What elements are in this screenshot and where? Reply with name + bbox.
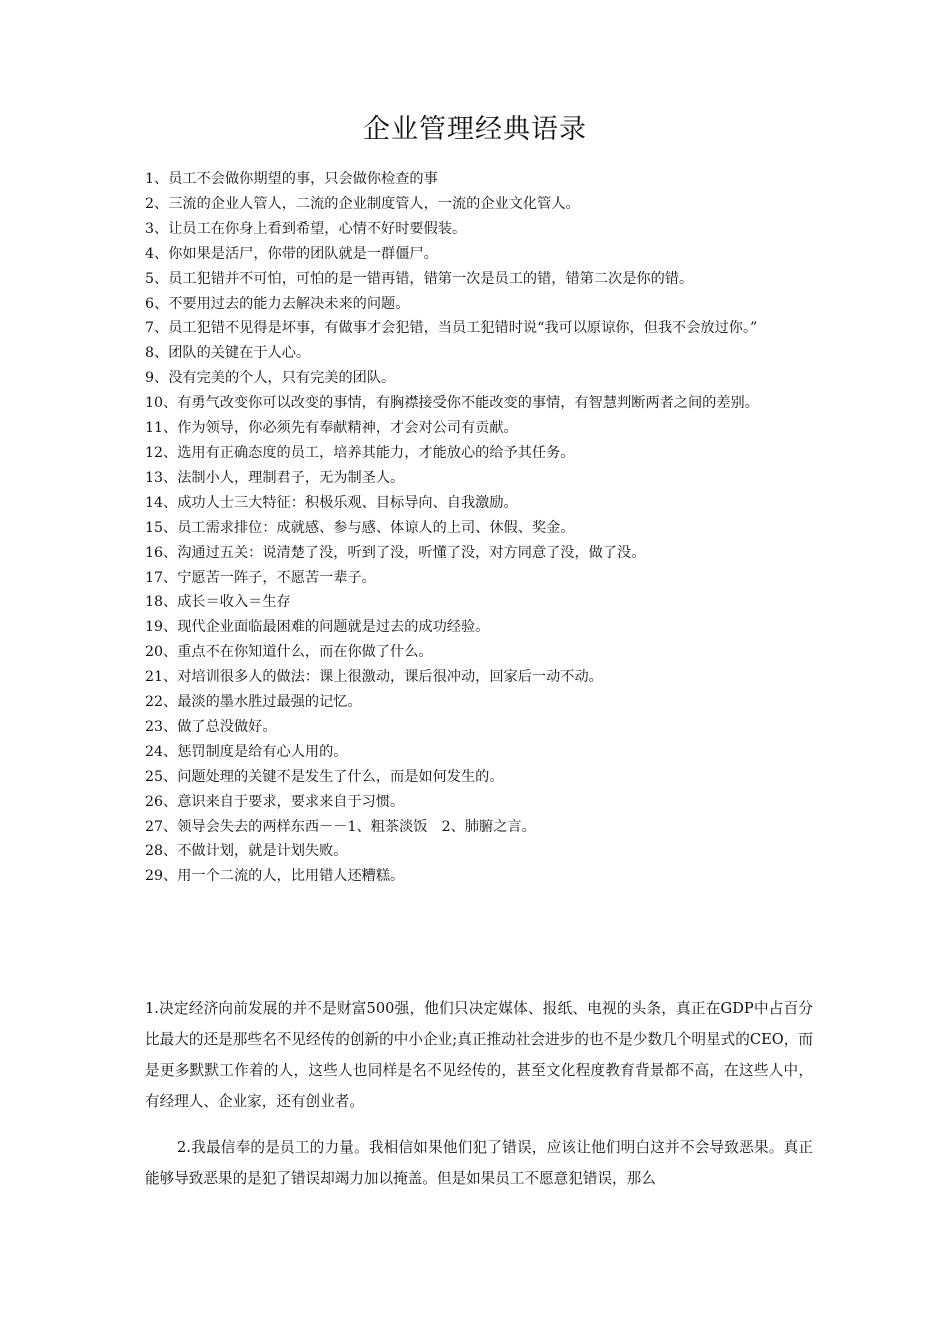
list-item: 16、沟通过五关：说清楚了没，听到了没，听懂了没，对方同意了没，做了没。 <box>145 544 646 561</box>
list-item: 15、员工需求排位：成就感、参与感、体谅人的上司、休假、奖金。 <box>145 519 575 536</box>
list-item: 1、员工不会做你期望的事，只会做你检查的事 <box>145 171 438 187</box>
list-item: 9、没有完美的个人，只有完美的团队。 <box>145 370 396 387</box>
list-item: 23、做了总没做好。 <box>145 718 277 735</box>
list-item: 25、问题处理的关键不是发生了什么，而是如何发生的。 <box>145 768 504 785</box>
list-item: 6、不要用过去的能力去解决未来的问题。 <box>145 295 410 312</box>
body-paragraph: 1.决定经济向前发展的并不是财富500强，他们只决定媒体、报纸、电视的头条，真正在GDP中占百分比最大的还是那些名不见经传的创新的中小企业;真正推动社会进步的也不是少数几个明星式的CEO，而是更多默默工作着的人，这些人也同样是名不见经传的，甚至文化程度教育背景都不高，在这些人中，有经理人、企业家，还有创业者。 <box>145 1000 813 1110</box>
list-item: 12、选用有正确态度的员工，培养其能力，才能放心的给予其任务。 <box>145 444 575 461</box>
list-item: 10、有勇气改变你可以改变的事情，有胸襟接受你不能改变的事情，有智慧判断两者之间的差别。 <box>145 395 759 412</box>
list-item: 13、法制小人，理制君子，无为制圣人。 <box>145 469 405 486</box>
quote-list <box>145 167 813 889</box>
list-item: 24、惩罚制度是给有心人用的。 <box>145 743 348 760</box>
list-item: 4、你如果是活尸，你带的团队就是一群僵尸。 <box>145 245 438 262</box>
list-item: 14、成功人士三大特征：积极乐观、目标导向、自我激励。 <box>145 494 518 511</box>
list-item: 18、成长＝收入＝生存 <box>145 594 291 611</box>
list-item: 3、让员工在你身上看到希望，心情不好时要假装。 <box>145 220 467 237</box>
list-item: 5、员工犯错并不可怕，可怕的是一错再错，错第一次是员工的错，错第二次是你的错。 <box>145 270 694 287</box>
list-item: 11、作为领导，你必须先有奉献精神，才会对公司有贡献。 <box>145 420 518 437</box>
body-paragraph: 2.我最信奉的是员工的力量。我相信如果他们犯了错误，应该让他们明白这并不会导致恶果。真正能够导致恶果的是犯了错误却竭力加以掩盖。但是如果员工不愿意犯错误，那么 <box>145 1139 813 1187</box>
list-item: 22、最淡的墨水胜过最强的记忆。 <box>145 694 362 711</box>
list-item: 2、三流的企业人管人，二流的企业制度管人，一流的企业文化管人。 <box>145 195 580 212</box>
document-title: 企业管理经典语录 <box>363 114 587 145</box>
list-item: 7、员工犯错不见得是坏事，有做事才会犯错，当员工犯错时说“我可以原谅你，但我不会放过你。” <box>145 320 758 337</box>
list-item: 29、用一个二流的人，比用错人还糟糕。 <box>145 868 405 885</box>
list-item: 21、对培训很多人的做法：课上很激动，课后很冲动，回家后一动不动。 <box>145 669 603 686</box>
list-item: 26、意识来自于要求，要求来自于习惯。 <box>145 793 405 810</box>
list-item: 8、团队的关键在于人心。 <box>145 345 311 362</box>
list-item: 20、重点不在你知道什么，而在你做了什么。 <box>145 644 433 661</box>
list-item: 28、不做计划，就是计划失败。 <box>145 843 348 860</box>
list-item: 19、现代企业面临最困难的问题就是过去的成功经验。 <box>145 619 490 636</box>
list-item: 27、领导会失去的两样东西－－1、粗茶淡饭 2、肺腑之言。 <box>145 818 536 835</box>
list-item: 17、宁愿苦一阵子，不愿苦一辈子。 <box>145 569 376 586</box>
